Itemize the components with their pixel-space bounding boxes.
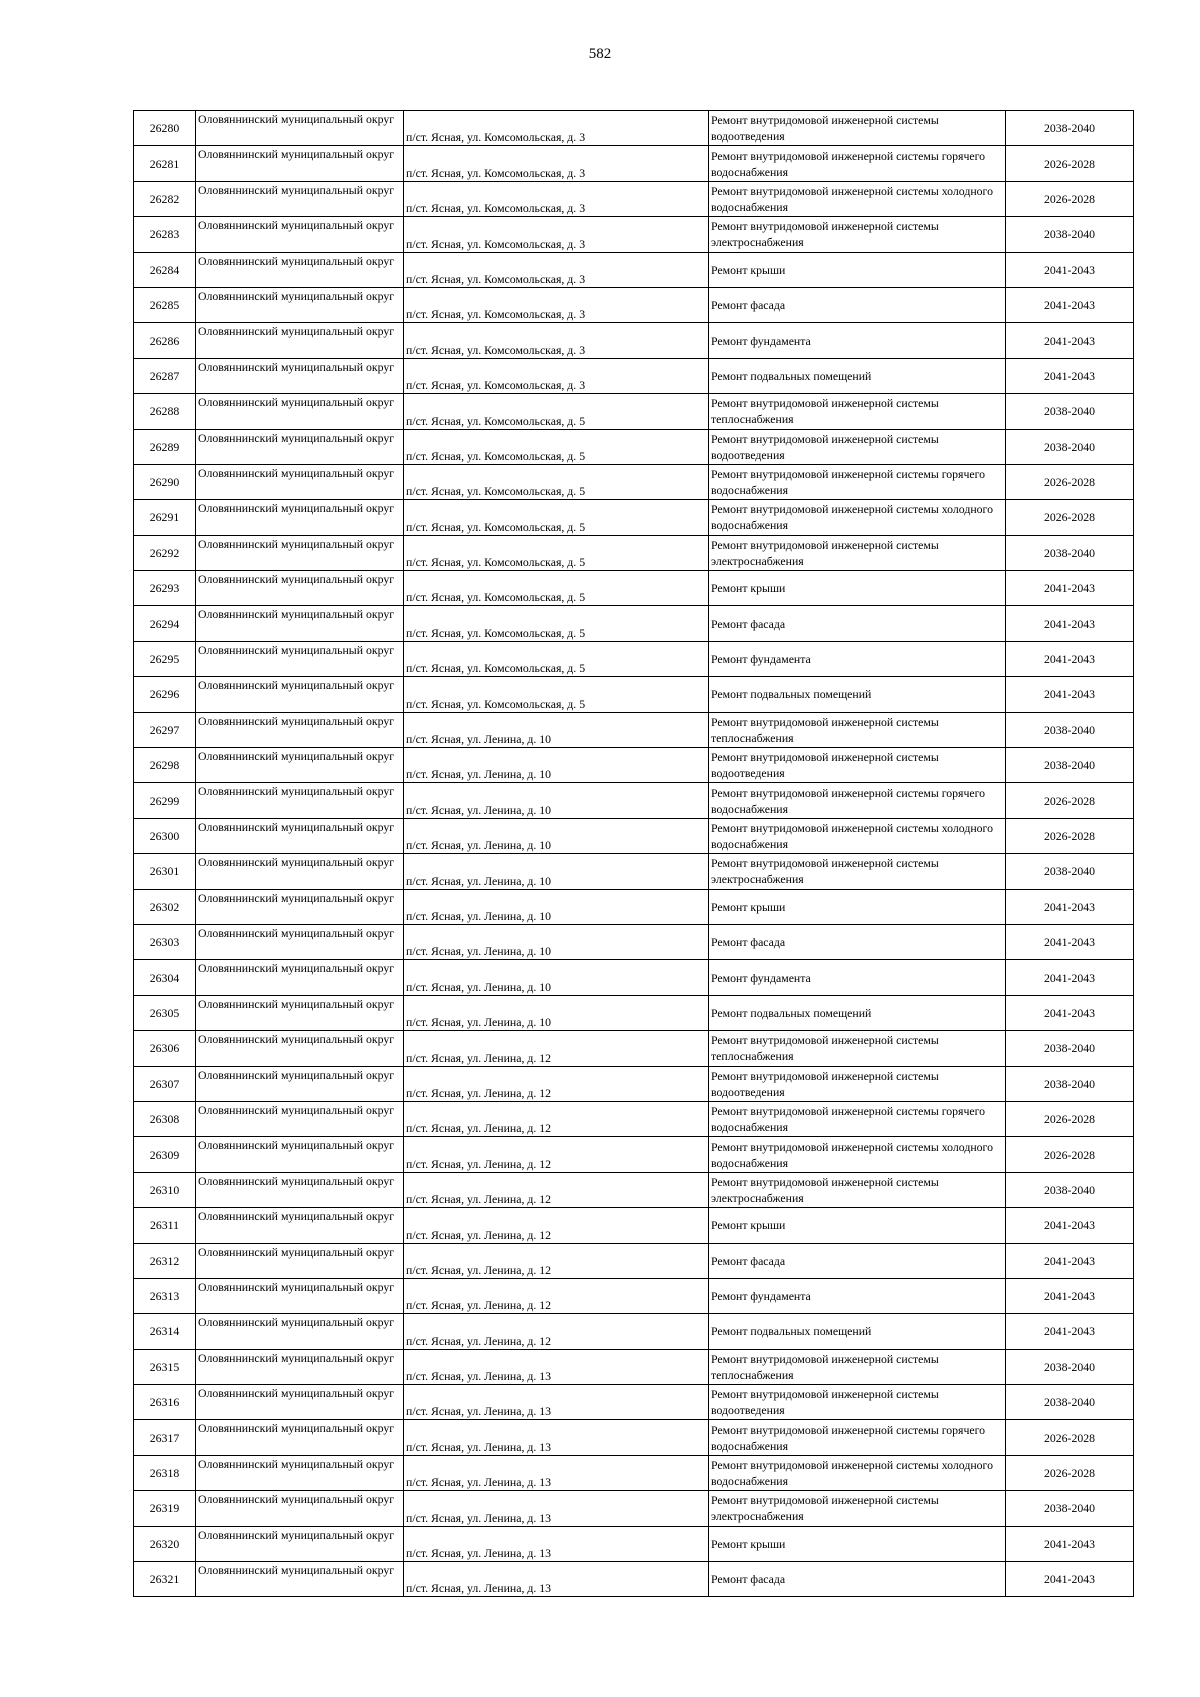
period-cell: 2041-2043 bbox=[1006, 924, 1134, 959]
address-cell: п/ст. Ясная, ул. Ленина, д. 12 bbox=[404, 1278, 709, 1313]
period-cell: 2041-2043 bbox=[1006, 571, 1134, 606]
work-type-cell: Ремонт внутридомовой инженерной системы горячего водоснабжения bbox=[709, 1101, 1006, 1136]
table-row bbox=[134, 1031, 1134, 1066]
address-cell: п/ст. Ясная, ул. Ленина, д. 12 bbox=[404, 1066, 709, 1101]
row-number-cell: 26285 bbox=[134, 287, 196, 322]
period-cell: 2026-2028 bbox=[1006, 1137, 1134, 1172]
work-type-cell: Ремонт внутридомовой инженерной системы холодного водоснабжения bbox=[709, 181, 1006, 216]
row-number-cell: 26313 bbox=[134, 1278, 196, 1313]
row-number-cell: 26299 bbox=[134, 783, 196, 818]
work-type-cell: Ремонт внутридомовой инженерной системы водоотведения bbox=[709, 748, 1006, 783]
row-number-cell: 26314 bbox=[134, 1314, 196, 1349]
address-cell: п/ст. Ясная, ул. Комсомольская, д. 3 bbox=[404, 146, 709, 181]
row-number-cell: 26294 bbox=[134, 606, 196, 641]
work-type-cell: Ремонт внутридомовой инженерной системы электроснабжения bbox=[709, 535, 1006, 570]
table-row bbox=[134, 960, 1134, 995]
work-type-cell: Ремонт внутридомовой инженерной системы водоотведения bbox=[709, 111, 1006, 146]
municipality-cell: Оловяннинский муниципальный округ bbox=[196, 358, 404, 393]
row-number-cell: 26282 bbox=[134, 181, 196, 216]
address-cell: п/ст. Ясная, ул. Ленина, д. 13 bbox=[404, 1526, 709, 1561]
row-number-cell: 26297 bbox=[134, 712, 196, 747]
address-cell: п/ст. Ясная, ул. Ленина, д. 10 bbox=[404, 712, 709, 747]
municipality-cell: Оловяннинский муниципальный округ bbox=[196, 854, 404, 889]
work-type-cell: Ремонт внутридомовой инженерной системы холодного водоснабжения bbox=[709, 1455, 1006, 1490]
address-cell: п/ст. Ясная, ул. Комсомольская, д. 3 bbox=[404, 111, 709, 146]
municipality-cell: Оловяннинский муниципальный округ bbox=[196, 111, 404, 146]
municipality-cell: Оловяннинский муниципальный округ bbox=[196, 960, 404, 995]
row-number-cell: 26284 bbox=[134, 252, 196, 287]
row-number-cell: 26302 bbox=[134, 889, 196, 924]
period-cell: 2038-2040 bbox=[1006, 712, 1134, 747]
address-cell: п/ст. Ясная, ул. Ленина, д. 13 bbox=[404, 1385, 709, 1420]
address-cell: п/ст. Ясная, ул. Комсомольская, д. 5 bbox=[404, 641, 709, 676]
table-row bbox=[134, 924, 1134, 959]
work-type-cell: Ремонт внутридомовой инженерной системы горячего водоснабжения bbox=[709, 783, 1006, 818]
address-cell: п/ст. Ясная, ул. Комсомольская, д. 5 bbox=[404, 606, 709, 641]
period-cell: 2038-2040 bbox=[1006, 1031, 1134, 1066]
municipality-cell: Оловяннинский муниципальный округ bbox=[196, 429, 404, 464]
work-type-cell: Ремонт внутридомовой инженерной системы электроснабжения bbox=[709, 1172, 1006, 1207]
table-row bbox=[134, 1420, 1134, 1455]
work-type-cell: Ремонт фундамента bbox=[709, 1278, 1006, 1313]
work-type-cell: Ремонт внутридомовой инженерной системы водоотведения bbox=[709, 1066, 1006, 1101]
row-number-cell: 26321 bbox=[134, 1562, 196, 1597]
row-number-cell: 26308 bbox=[134, 1101, 196, 1136]
municipality-cell: Оловяннинский муниципальный округ bbox=[196, 783, 404, 818]
municipality-cell: Оловяннинский муниципальный округ bbox=[196, 1455, 404, 1490]
work-type-cell: Ремонт крыши bbox=[709, 252, 1006, 287]
period-cell: 2038-2040 bbox=[1006, 429, 1134, 464]
table-row bbox=[134, 1385, 1134, 1420]
period-cell: 2038-2040 bbox=[1006, 535, 1134, 570]
address-cell: п/ст. Ясная, ул. Комсомольская, д. 3 bbox=[404, 358, 709, 393]
work-type-cell: Ремонт фасада bbox=[709, 1243, 1006, 1278]
row-number-cell: 26286 bbox=[134, 323, 196, 358]
table-row bbox=[134, 1278, 1134, 1313]
municipality-cell: Оловяннинский муниципальный округ bbox=[196, 1137, 404, 1172]
address-cell: п/ст. Ясная, ул. Ленина, д. 12 bbox=[404, 1137, 709, 1172]
period-cell: 2026-2028 bbox=[1006, 1455, 1134, 1490]
municipality-cell: Оловяннинский муниципальный округ bbox=[196, 818, 404, 853]
period-cell: 2026-2028 bbox=[1006, 464, 1134, 499]
registry-table-body bbox=[134, 111, 1134, 1597]
address-cell: п/ст. Ясная, ул. Ленина, д. 13 bbox=[404, 1420, 709, 1455]
address-cell: п/ст. Ясная, ул. Ленина, д. 12 bbox=[404, 1031, 709, 1066]
address-cell: п/ст. Ясная, ул. Ленина, д. 10 bbox=[404, 889, 709, 924]
address-cell: п/ст. Ясная, ул. Комсомольская, д. 5 bbox=[404, 394, 709, 429]
table-row bbox=[134, 217, 1134, 252]
municipality-cell: Оловяннинский муниципальный округ bbox=[196, 464, 404, 499]
table-row bbox=[134, 1208, 1134, 1243]
table-row bbox=[134, 748, 1134, 783]
table-row bbox=[134, 394, 1134, 429]
work-type-cell: Ремонт подвальных помещений bbox=[709, 677, 1006, 712]
row-number-cell: 26303 bbox=[134, 924, 196, 959]
work-type-cell: Ремонт внутридомовой инженерной системы электроснабжения bbox=[709, 854, 1006, 889]
row-number-cell: 26317 bbox=[134, 1420, 196, 1455]
work-type-cell: Ремонт внутридомовой инженерной системы холодного водоснабжения bbox=[709, 500, 1006, 535]
municipality-cell: Оловяннинский муниципальный округ bbox=[196, 1491, 404, 1526]
table-row bbox=[134, 1455, 1134, 1490]
address-cell: п/ст. Ясная, ул. Комсомольская, д. 3 bbox=[404, 217, 709, 252]
period-cell: 2038-2040 bbox=[1006, 1491, 1134, 1526]
period-cell: 2041-2043 bbox=[1006, 1562, 1134, 1597]
address-cell: п/ст. Ясная, ул. Ленина, д. 12 bbox=[404, 1243, 709, 1278]
work-type-cell: Ремонт крыши bbox=[709, 1526, 1006, 1561]
table-row bbox=[134, 1526, 1134, 1561]
table-row bbox=[134, 854, 1134, 889]
municipality-cell: Оловяннинский муниципальный округ bbox=[196, 394, 404, 429]
work-type-cell: Ремонт фасада bbox=[709, 1562, 1006, 1597]
address-cell: п/ст. Ясная, ул. Ленина, д. 13 bbox=[404, 1562, 709, 1597]
table-row bbox=[134, 323, 1134, 358]
table-row bbox=[134, 995, 1134, 1030]
period-cell: 2026-2028 bbox=[1006, 146, 1134, 181]
address-cell: п/ст. Ясная, ул. Ленина, д. 10 bbox=[404, 924, 709, 959]
row-number-cell: 26305 bbox=[134, 995, 196, 1030]
address-cell: п/ст. Ясная, ул. Ленина, д. 12 bbox=[404, 1314, 709, 1349]
table-row bbox=[134, 677, 1134, 712]
work-type-cell: Ремонт внутридомовой инженерной системы электроснабжения bbox=[709, 1491, 1006, 1526]
row-number-cell: 26296 bbox=[134, 677, 196, 712]
table-row bbox=[134, 1066, 1134, 1101]
work-type-cell: Ремонт внутридомовой инженерной системы горячего водоснабжения bbox=[709, 146, 1006, 181]
table-row bbox=[134, 464, 1134, 499]
page-number: 582 bbox=[588, 46, 612, 62]
address-cell: п/ст. Ясная, ул. Ленина, д. 12 bbox=[404, 1208, 709, 1243]
address-cell: п/ст. Ясная, ул. Ленина, д. 13 bbox=[404, 1455, 709, 1490]
work-type-cell: Ремонт подвальных помещений bbox=[709, 1314, 1006, 1349]
address-cell: п/ст. Ясная, ул. Комсомольская, д. 3 bbox=[404, 252, 709, 287]
row-number-cell: 26289 bbox=[134, 429, 196, 464]
municipality-cell: Оловяннинский муниципальный округ bbox=[196, 1420, 404, 1455]
period-cell: 2026-2028 bbox=[1006, 1420, 1134, 1455]
address-cell: п/ст. Ясная, ул. Ленина, д. 10 bbox=[404, 818, 709, 853]
work-type-cell: Ремонт внутридомовой инженерной системы электроснабжения bbox=[709, 217, 1006, 252]
table-row bbox=[134, 358, 1134, 393]
period-cell: 2038-2040 bbox=[1006, 854, 1134, 889]
table-row bbox=[134, 1314, 1134, 1349]
municipality-cell: Оловяннинский муниципальный округ bbox=[196, 677, 404, 712]
table-row bbox=[134, 1491, 1134, 1526]
row-number-cell: 26291 bbox=[134, 500, 196, 535]
address-cell: п/ст. Ясная, ул. Ленина, д. 10 bbox=[404, 854, 709, 889]
table-row bbox=[134, 111, 1134, 146]
address-cell: п/ст. Ясная, ул. Ленина, д. 10 bbox=[404, 960, 709, 995]
work-type-cell: Ремонт внутридомовой инженерной системы холодного водоснабжения bbox=[709, 1137, 1006, 1172]
address-cell: п/ст. Ясная, ул. Комсомольская, д. 5 bbox=[404, 429, 709, 464]
row-number-cell: 26304 bbox=[134, 960, 196, 995]
row-number-cell: 26316 bbox=[134, 1385, 196, 1420]
address-cell: п/ст. Ясная, ул. Ленина, д. 12 bbox=[404, 1101, 709, 1136]
municipality-cell: Оловяннинский муниципальный округ bbox=[196, 1314, 404, 1349]
work-type-cell: Ремонт внутридомовой инженерной системы теплоснабжения bbox=[709, 1349, 1006, 1384]
registry-table bbox=[133, 110, 1134, 1597]
row-number-cell: 26300 bbox=[134, 818, 196, 853]
row-number-cell: 26309 bbox=[134, 1137, 196, 1172]
period-cell: 2041-2043 bbox=[1006, 1208, 1134, 1243]
municipality-cell: Оловяннинский муниципальный округ bbox=[196, 712, 404, 747]
period-cell: 2026-2028 bbox=[1006, 500, 1134, 535]
municipality-cell: Оловяннинский муниципальный округ bbox=[196, 287, 404, 322]
period-cell: 2038-2040 bbox=[1006, 111, 1134, 146]
period-cell: 2041-2043 bbox=[1006, 1314, 1134, 1349]
table-row bbox=[134, 606, 1134, 641]
period-cell: 2041-2043 bbox=[1006, 1526, 1134, 1561]
period-cell: 2038-2040 bbox=[1006, 748, 1134, 783]
address-cell: п/ст. Ясная, ул. Комсомольская, д. 3 bbox=[404, 181, 709, 216]
row-number-cell: 26320 bbox=[134, 1526, 196, 1561]
address-cell: п/ст. Ясная, ул. Комсомольская, д. 5 bbox=[404, 535, 709, 570]
row-number-cell: 26283 bbox=[134, 217, 196, 252]
row-number-cell: 26295 bbox=[134, 641, 196, 676]
row-number-cell: 26315 bbox=[134, 1349, 196, 1384]
address-cell: п/ст. Ясная, ул. Комсомольская, д. 3 bbox=[404, 287, 709, 322]
work-type-cell: Ремонт подвальных помещений bbox=[709, 358, 1006, 393]
period-cell: 2041-2043 bbox=[1006, 323, 1134, 358]
address-cell: п/ст. Ясная, ул. Комсомольская, д. 5 bbox=[404, 677, 709, 712]
row-number-cell: 26311 bbox=[134, 1208, 196, 1243]
address-cell: п/ст. Ясная, ул. Ленина, д. 10 bbox=[404, 748, 709, 783]
row-number-cell: 26307 bbox=[134, 1066, 196, 1101]
address-cell: п/ст. Ясная, ул. Ленина, д. 10 bbox=[404, 783, 709, 818]
period-cell: 2026-2028 bbox=[1006, 1101, 1134, 1136]
table-row bbox=[134, 429, 1134, 464]
work-type-cell: Ремонт внутридомовой инженерной системы холодного водоснабжения bbox=[709, 818, 1006, 853]
work-type-cell: Ремонт фундамента bbox=[709, 641, 1006, 676]
period-cell: 2041-2043 bbox=[1006, 677, 1134, 712]
work-type-cell: Ремонт фасада bbox=[709, 287, 1006, 322]
table-row bbox=[134, 641, 1134, 676]
municipality-cell: Оловяннинский муниципальный округ bbox=[196, 535, 404, 570]
municipality-cell: Оловяннинский муниципальный округ bbox=[196, 1066, 404, 1101]
municipality-cell: Оловяннинский муниципальный округ bbox=[196, 1526, 404, 1561]
table-row bbox=[134, 783, 1134, 818]
table-row bbox=[134, 889, 1134, 924]
table-row bbox=[134, 712, 1134, 747]
municipality-cell: Оловяннинский муниципальный округ bbox=[196, 924, 404, 959]
row-number-cell: 26318 bbox=[134, 1455, 196, 1490]
municipality-cell: Оловяннинский муниципальный округ bbox=[196, 1385, 404, 1420]
municipality-cell: Оловяннинский муниципальный округ bbox=[196, 1031, 404, 1066]
row-number-cell: 26287 bbox=[134, 358, 196, 393]
period-cell: 2038-2040 bbox=[1006, 1066, 1134, 1101]
period-cell: 2041-2043 bbox=[1006, 995, 1134, 1030]
work-type-cell: Ремонт крыши bbox=[709, 1208, 1006, 1243]
period-cell: 2038-2040 bbox=[1006, 1172, 1134, 1207]
municipality-cell: Оловяннинский муниципальный округ bbox=[196, 1208, 404, 1243]
address-cell: п/ст. Ясная, ул. Ленина, д. 12 bbox=[404, 1172, 709, 1207]
period-cell: 2038-2040 bbox=[1006, 394, 1134, 429]
address-cell: п/ст. Ясная, ул. Комсомольская, д. 5 bbox=[404, 464, 709, 499]
address-cell: п/ст. Ясная, ул. Ленина, д. 13 bbox=[404, 1491, 709, 1526]
address-cell: п/ст. Ясная, ул. Комсомольская, д. 3 bbox=[404, 323, 709, 358]
work-type-cell: Ремонт внутридомовой инженерной системы водоотведения bbox=[709, 429, 1006, 464]
address-cell: п/ст. Ясная, ул. Комсомольская, д. 5 bbox=[404, 571, 709, 606]
work-type-cell: Ремонт внутридомовой инженерной системы теплоснабжения bbox=[709, 712, 1006, 747]
period-cell: 2041-2043 bbox=[1006, 1243, 1134, 1278]
table-row bbox=[134, 252, 1134, 287]
work-type-cell: Ремонт подвальных помещений bbox=[709, 995, 1006, 1030]
municipality-cell: Оловяннинский муниципальный округ bbox=[196, 571, 404, 606]
work-type-cell: Ремонт фундамента bbox=[709, 960, 1006, 995]
work-type-cell: Ремонт внутридомовой инженерной системы теплоснабжения bbox=[709, 394, 1006, 429]
municipality-cell: Оловяннинский муниципальный округ bbox=[196, 1243, 404, 1278]
table-row bbox=[134, 818, 1134, 853]
municipality-cell: Оловяннинский муниципальный округ bbox=[196, 641, 404, 676]
work-type-cell: Ремонт внутридомовой инженерной системы горячего водоснабжения bbox=[709, 1420, 1006, 1455]
row-number-cell: 26292 bbox=[134, 535, 196, 570]
municipality-cell: Оловяннинский муниципальный округ bbox=[196, 323, 404, 358]
row-number-cell: 26288 bbox=[134, 394, 196, 429]
municipality-cell: Оловяннинский муниципальный округ bbox=[196, 606, 404, 641]
row-number-cell: 26319 bbox=[134, 1491, 196, 1526]
table-row bbox=[134, 1137, 1134, 1172]
work-type-cell: Ремонт крыши bbox=[709, 889, 1006, 924]
work-type-cell: Ремонт фасада bbox=[709, 924, 1006, 959]
row-number-cell: 26280 bbox=[134, 111, 196, 146]
municipality-cell: Оловяннинский муниципальный округ bbox=[196, 1562, 404, 1597]
municipality-cell: Оловяннинский муниципальный округ bbox=[196, 889, 404, 924]
address-cell: п/ст. Ясная, ул. Ленина, д. 13 bbox=[404, 1349, 709, 1384]
period-cell: 2038-2040 bbox=[1006, 217, 1134, 252]
address-cell: п/ст. Ясная, ул. Ленина, д. 10 bbox=[404, 995, 709, 1030]
work-type-cell: Ремонт крыши bbox=[709, 571, 1006, 606]
work-type-cell: Ремонт внутридомовой инженерной системы горячего водоснабжения bbox=[709, 464, 1006, 499]
period-cell: 2041-2043 bbox=[1006, 641, 1134, 676]
table-row bbox=[134, 535, 1134, 570]
work-type-cell: Ремонт фасада bbox=[709, 606, 1006, 641]
row-number-cell: 26312 bbox=[134, 1243, 196, 1278]
table-row bbox=[134, 1172, 1134, 1207]
work-type-cell: Ремонт внутридомовой инженерной системы теплоснабжения bbox=[709, 1031, 1006, 1066]
period-cell: 2038-2040 bbox=[1006, 1385, 1134, 1420]
table-row bbox=[134, 146, 1134, 181]
period-cell: 2041-2043 bbox=[1006, 606, 1134, 641]
table-row bbox=[134, 1562, 1134, 1597]
period-cell: 2041-2043 bbox=[1006, 1278, 1134, 1313]
municipality-cell: Оловяннинский муниципальный округ bbox=[196, 252, 404, 287]
table-row bbox=[134, 1243, 1134, 1278]
period-cell: 2041-2043 bbox=[1006, 889, 1134, 924]
municipality-cell: Оловяннинский муниципальный округ bbox=[196, 1101, 404, 1136]
period-cell: 2041-2043 bbox=[1006, 960, 1134, 995]
period-cell: 2041-2043 bbox=[1006, 358, 1134, 393]
period-cell: 2026-2028 bbox=[1006, 181, 1134, 216]
period-cell: 2026-2028 bbox=[1006, 818, 1134, 853]
municipality-cell: Оловяннинский муниципальный округ bbox=[196, 146, 404, 181]
row-number-cell: 26290 bbox=[134, 464, 196, 499]
work-type-cell: Ремонт фундамента bbox=[709, 323, 1006, 358]
row-number-cell: 26293 bbox=[134, 571, 196, 606]
row-number-cell: 26306 bbox=[134, 1031, 196, 1066]
period-cell: 2038-2040 bbox=[1006, 1349, 1134, 1384]
row-number-cell: 26310 bbox=[134, 1172, 196, 1207]
period-cell: 2041-2043 bbox=[1006, 252, 1134, 287]
municipality-cell: Оловяннинский муниципальный округ bbox=[196, 1278, 404, 1313]
municipality-cell: Оловяннинский муниципальный округ bbox=[196, 995, 404, 1030]
municipality-cell: Оловяннинский муниципальный округ bbox=[196, 181, 404, 216]
municipality-cell: Оловяннинский муниципальный округ bbox=[196, 500, 404, 535]
table-row bbox=[134, 287, 1134, 322]
municipality-cell: Оловяннинский муниципальный округ bbox=[196, 748, 404, 783]
row-number-cell: 26301 bbox=[134, 854, 196, 889]
address-cell: п/ст. Ясная, ул. Комсомольская, д. 5 bbox=[404, 500, 709, 535]
table-row bbox=[134, 571, 1134, 606]
work-type-cell: Ремонт внутридомовой инженерной системы водоотведения bbox=[709, 1385, 1006, 1420]
row-number-cell: 26298 bbox=[134, 748, 196, 783]
municipality-cell: Оловяннинский муниципальный округ bbox=[196, 1172, 404, 1207]
municipality-cell: Оловяннинский муниципальный округ bbox=[196, 217, 404, 252]
period-cell: 2026-2028 bbox=[1006, 783, 1134, 818]
municipality-cell: Оловяннинский муниципальный округ bbox=[196, 1349, 404, 1384]
row-number-cell: 26281 bbox=[134, 146, 196, 181]
table-row bbox=[134, 181, 1134, 216]
period-cell: 2041-2043 bbox=[1006, 287, 1134, 322]
table-row bbox=[134, 1101, 1134, 1136]
table-row bbox=[134, 500, 1134, 535]
table-row bbox=[134, 1349, 1134, 1384]
